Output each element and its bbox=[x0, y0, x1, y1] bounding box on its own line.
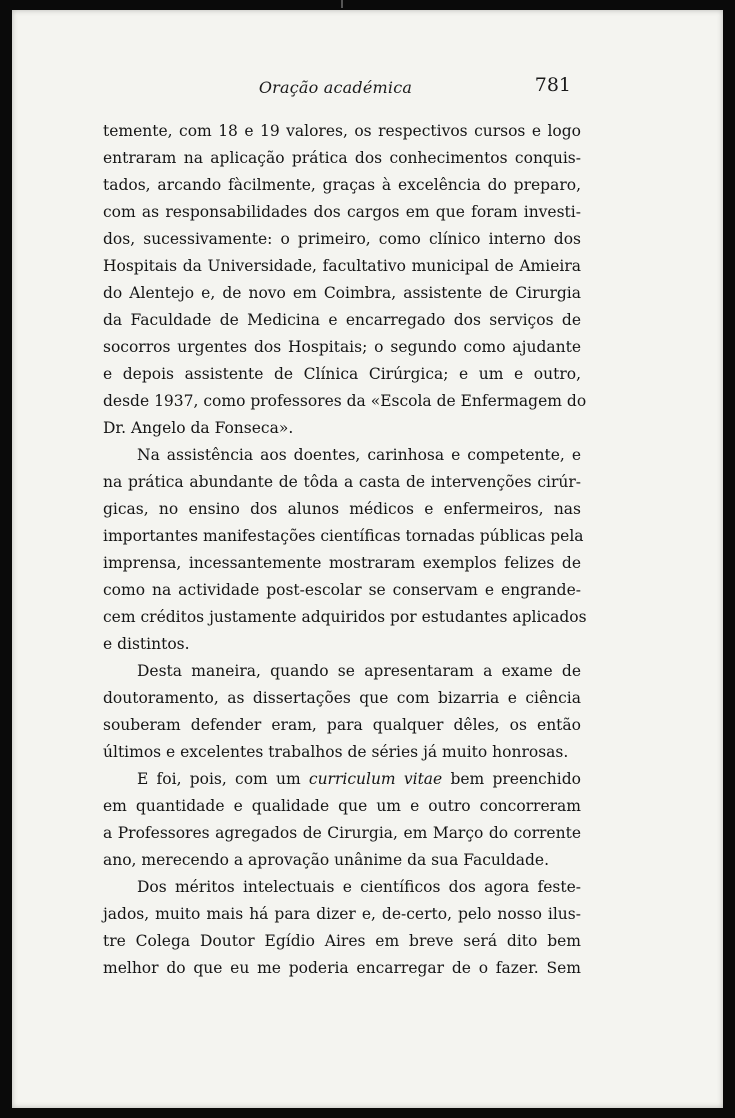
text-line: tre Colega Doutor Egídio Aires em breve será dito bem bbox=[103, 932, 581, 950]
scan-edge-mark bbox=[341, 0, 343, 8]
text-line: e depois assistente de Clínica Cirúrgica; e um e outro, bbox=[103, 365, 581, 383]
text-line: Desta maneira, quando se apresentaram a exame de bbox=[137, 662, 581, 680]
paragraph-4 bbox=[103, 766, 581, 874]
text-line: importantes manifestações científicas tornadas públicas pela bbox=[103, 527, 584, 545]
page-number: 781 bbox=[534, 74, 571, 96]
text-line: entraram na aplicação prática dos conhecimentos conquis- bbox=[103, 149, 581, 167]
text-line: gicas, no ensino dos alunos médicos e enfermeiros, nas bbox=[103, 500, 581, 518]
text-line: Na assistência aos doentes, carinhosa e competente, e bbox=[137, 446, 581, 464]
text-line: souberam defender eram, para qualquer dêles, os então bbox=[103, 716, 581, 734]
text-line: com as responsabilidades dos cargos em que foram investi- bbox=[103, 203, 581, 221]
text-line: da Faculdade de Medicina e encarregado dos serviços de bbox=[103, 311, 581, 329]
text-line: em quantidade e qualidade que um e outro concorreram bbox=[103, 797, 581, 815]
text-line: cem créditos justamente adquiridos por estudantes aplicados bbox=[103, 608, 587, 626]
text-line bbox=[103, 766, 581, 793]
text-line: desde 1937, como professores da «Escola de Enfermagem do bbox=[103, 392, 587, 410]
page-header bbox=[88, 72, 583, 102]
text-line: ano, merecendo a aprovação unânime da sua Faculdade. bbox=[103, 851, 550, 869]
text-line: dos, sucessivamente: o primeiro, como clínico interno dos bbox=[103, 230, 581, 248]
paragraph-1 bbox=[103, 118, 587, 442]
text-line: últimos e excelentes trabalhos de séries já muito honrosas. bbox=[103, 743, 569, 761]
text-line: temente, com 18 e 19 valores, os respectivos cursos e logo bbox=[103, 122, 581, 140]
text-line: e distintos. bbox=[103, 635, 190, 653]
text-line: tados, arcando fàcilmente, graças à excelência do preparo, bbox=[103, 176, 581, 194]
text-line: Hospitais da Universidade, facultativo municipal de Amieira bbox=[103, 257, 581, 275]
text-line: jados, muito mais há para dizer e, de-certo, pelo nosso ilus- bbox=[103, 905, 581, 923]
text-line: a Professores agregados de Cirurgia, em Março do corrente bbox=[103, 824, 581, 842]
paragraph-5 bbox=[103, 874, 581, 982]
paragraph-3 bbox=[103, 658, 581, 766]
text-line: imprensa, incessantemente mostraram exemplos felizes de bbox=[103, 554, 581, 572]
text-line: melhor do que eu me poderia encarregar de o fazer. Sem bbox=[103, 959, 581, 977]
text-run: E foi, pois, com um bbox=[137, 770, 309, 788]
text-run: bem preenchido bbox=[442, 770, 581, 788]
text-line: como na actividade post-escolar se conservam e engrande- bbox=[103, 581, 581, 599]
running-title: Oração académica bbox=[258, 78, 413, 97]
text-line: Dr. Angelo da Fonseca». bbox=[103, 419, 294, 437]
text-line: do Alentejo e, de novo em Coimbra, assistente de Cirurgia bbox=[103, 284, 581, 302]
text-line: na prática abundante de tôda a casta de intervenções cirúr- bbox=[103, 473, 581, 491]
text-line: Dos méritos intelectuais e científicos dos agora feste- bbox=[137, 878, 581, 896]
text-line: doutoramento, as dissertações que com bizarria e ciência bbox=[103, 689, 581, 707]
paragraph-2 bbox=[103, 442, 587, 658]
text-line: socorros urgentes dos Hospitais; o segundo como ajudante bbox=[103, 338, 581, 356]
italic-term: curriculum vitae bbox=[308, 770, 443, 788]
body-text bbox=[103, 118, 587, 982]
